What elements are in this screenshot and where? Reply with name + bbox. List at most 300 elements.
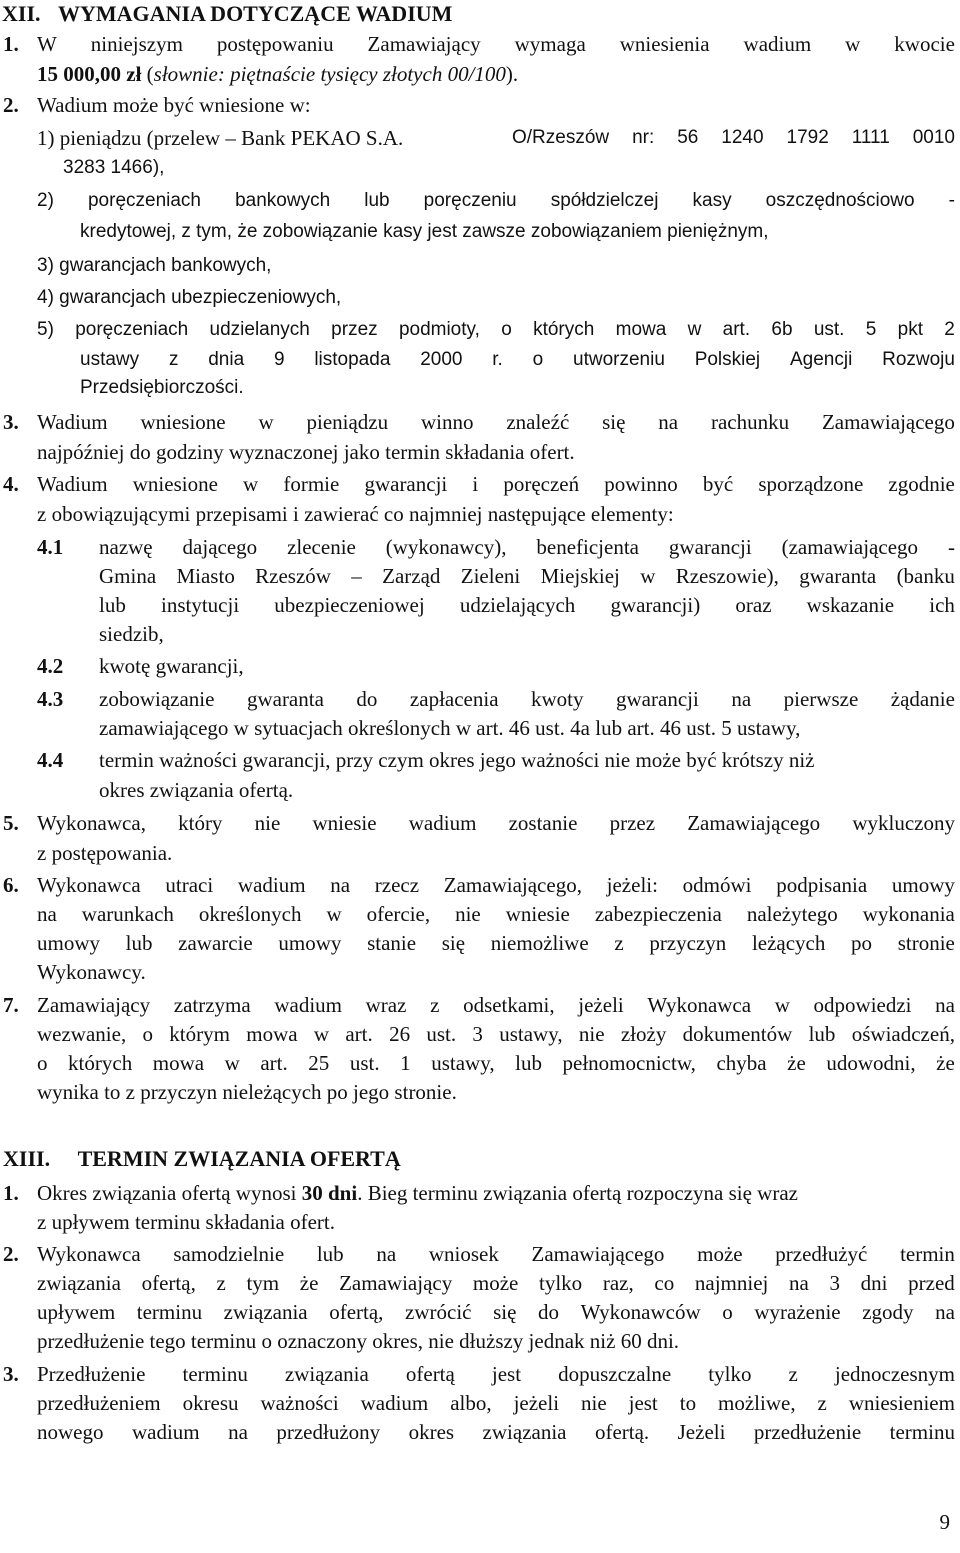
item-number: 1. [3, 32, 19, 56]
word: wyrażenie [754, 1300, 841, 1324]
word: Zamawiającego [821, 410, 955, 434]
word: wykluczony [852, 811, 955, 835]
word: w [640, 564, 656, 588]
word: art. [722, 319, 751, 340]
word: w [774, 993, 790, 1017]
word: Wadium [37, 472, 108, 496]
word: winno [420, 410, 474, 434]
word: 25 [308, 1051, 330, 1075]
subitem-number: 4.4 [37, 748, 64, 772]
amount-in-words: słownie: piętnaście tysięcy złotych 00/100 [153, 62, 506, 86]
word: 5 [865, 319, 877, 340]
word: Zamawiający [367, 32, 481, 56]
word: wadium [237, 873, 306, 897]
section-12-heading [2, 0, 452, 28]
word: W [37, 32, 57, 56]
list-item-line [37, 316, 955, 344]
word: co [654, 1271, 675, 1295]
word: których [533, 319, 595, 340]
word: samodzielnie [173, 1242, 285, 1266]
word: lub [364, 190, 390, 211]
word: Zarząd [382, 564, 441, 588]
word: przedłużyć [775, 1242, 868, 1266]
word: gwarancji [364, 472, 448, 496]
paragraph-line: kwotę gwarancji, [99, 654, 244, 678]
deadline-days: 30 dni [301, 1181, 358, 1205]
word: tylko [539, 1271, 583, 1295]
word: przedłużony [276, 1420, 381, 1444]
word: na [37, 902, 57, 926]
word: odsetkami, [463, 993, 555, 1017]
word: poręczeń [503, 472, 580, 496]
word: gwarancji) [610, 593, 701, 617]
word: związania [284, 1362, 369, 1386]
word: ustawy [80, 349, 140, 370]
word: instytucji [160, 593, 240, 617]
word: Rzeszowie), [675, 564, 779, 588]
word: Gmina [99, 564, 157, 588]
word: w [243, 472, 259, 496]
word: w [687, 319, 702, 340]
word: żądanie [890, 687, 955, 711]
word: rachunku [710, 410, 790, 434]
word: przyczyn [649, 931, 727, 955]
word: leżących [751, 931, 826, 955]
subitem-number: 4.1 [37, 535, 64, 559]
list-item-line [80, 346, 955, 374]
word: ust. [813, 319, 845, 340]
word: okresu [182, 1391, 239, 1415]
paragraph-line [37, 900, 955, 928]
word: wadium [360, 1391, 429, 1415]
word: terminu [889, 1420, 955, 1444]
item-number: 2. [3, 1242, 19, 1266]
paragraph-line [37, 809, 955, 837]
word: gwarancji [616, 687, 699, 711]
word: art. [260, 1051, 288, 1075]
word: 1111 [851, 127, 890, 148]
word: Wykonawców [580, 1300, 701, 1324]
word: z [817, 1391, 827, 1415]
word: na [376, 1242, 397, 1266]
word: warunkach [81, 902, 174, 926]
word: to [679, 1391, 697, 1415]
word: wniesienia [619, 32, 710, 56]
word: na [228, 1420, 248, 1444]
bank-account-line [512, 124, 955, 152]
word: listopada [314, 349, 391, 370]
word: może [697, 1242, 743, 1266]
word: Rozwoju [882, 349, 955, 370]
word: Miejskiej [540, 564, 620, 588]
paragraph-line [99, 591, 955, 619]
word: Miasto [176, 564, 235, 588]
word: Wadium [37, 410, 108, 434]
word: że [787, 1051, 806, 1075]
section-13-heading [3, 1145, 401, 1173]
paragraph-line [37, 871, 955, 899]
word: przez [609, 811, 656, 835]
word: w [224, 1051, 240, 1075]
word: których [68, 1051, 133, 1075]
word: że [299, 1271, 319, 1295]
paragraph-line: Wykonawcy. [37, 960, 146, 984]
word: oraz [735, 593, 772, 617]
word: zatrzyma [173, 993, 251, 1017]
paragraph-line: okres związania ofertą. [99, 778, 294, 802]
word: na [789, 1271, 809, 1295]
word: w [326, 902, 342, 926]
word: kwocie [894, 32, 955, 56]
section-title: TERMIN ZWIĄZANIA OFERTĄ [77, 1146, 401, 1171]
word: powinno [604, 472, 678, 496]
word: zlecenie [287, 535, 356, 559]
item-number: 2. [3, 93, 19, 117]
word: Agencji [789, 349, 853, 370]
word: chyba [716, 1051, 767, 1075]
word: r. [492, 349, 503, 370]
word: art. [345, 1022, 373, 1046]
word: 1240 [721, 127, 764, 148]
text-fragment: ( [141, 62, 154, 86]
word: utworzeniu [573, 349, 665, 370]
word: się [441, 931, 466, 955]
word: udzielanych [209, 319, 310, 340]
word: ofertą. [594, 1420, 650, 1444]
word: wezwanie, [37, 1022, 127, 1046]
word: Rzeszów [255, 564, 331, 588]
paragraph-line [37, 1360, 955, 1388]
word: Jeżeli [677, 1420, 726, 1444]
word: umowy [891, 873, 955, 897]
word: pieniądzu [306, 410, 389, 434]
word: jest [491, 1362, 522, 1386]
word: 2000 [420, 349, 463, 370]
word: na [731, 687, 752, 711]
word: O/Rzeszów [512, 127, 610, 148]
word: postępowaniu [216, 32, 334, 56]
word: wadium [131, 1420, 200, 1444]
word: (wykonawcy), [385, 535, 507, 559]
word: należytego [746, 902, 838, 926]
paragraph-line: z obowiązującymi przepisami i zawierać co najmniej następujące elementy: [37, 502, 674, 526]
word: jeżeli [578, 993, 624, 1017]
text-fragment: . Bieg terminu związania ofertą rozpoczyna się wraz [357, 1181, 798, 1205]
word: ust. [349, 1051, 380, 1075]
word: jeżeli [513, 1391, 560, 1415]
word: po [851, 931, 873, 955]
word: nie [254, 811, 281, 835]
page-number: 9 [939, 1510, 950, 1534]
word: jeżeli: [606, 873, 658, 897]
word: - [948, 190, 955, 211]
word: związania [37, 1271, 121, 1295]
word: okres [408, 1420, 455, 1444]
word: gwaranta [799, 564, 877, 588]
word: ustawy, [499, 1022, 563, 1046]
item-number: 1. [3, 1181, 19, 1205]
word: nowego [37, 1420, 104, 1444]
list-item-line [37, 187, 955, 215]
word: wniosek [428, 1242, 499, 1266]
word: Przedłużenie [37, 1362, 146, 1386]
paragraph-line [37, 1020, 955, 1048]
subitem-number: 4.2 [37, 654, 64, 678]
word: gwaranta [246, 687, 324, 711]
word: lub [316, 1242, 344, 1266]
word: mowa [152, 1051, 205, 1075]
paragraph-line [37, 1049, 955, 1077]
word: dni [860, 1271, 888, 1295]
paragraph-line [37, 1298, 955, 1326]
word: poręczeniu [423, 190, 517, 211]
word: zobowiązanie [99, 687, 215, 711]
word: utraci [165, 873, 214, 897]
word: się [602, 410, 626, 434]
section-number: XIII. [3, 1146, 51, 1171]
word: termin [900, 1242, 955, 1266]
item-number: 4. [3, 472, 19, 496]
word: 2 [944, 319, 955, 340]
word: 2) [37, 190, 54, 211]
word: wraz [365, 993, 407, 1017]
word: 5) [37, 319, 54, 340]
word: możliwe, [718, 1391, 796, 1415]
word: o [142, 1022, 153, 1046]
word: niemożliwe [490, 931, 589, 955]
word: zgody [862, 1300, 914, 1324]
word: stronie [897, 931, 955, 955]
word: (zamawiającego [781, 535, 919, 559]
paragraph-line: Wadium może być wniesione w: [37, 93, 311, 117]
word: spółdzielczej [550, 190, 659, 211]
word: tym [246, 1271, 280, 1295]
word: sporządzone [758, 472, 864, 496]
word: do [538, 1300, 560, 1324]
word: na [935, 1300, 955, 1324]
paragraph-line [37, 929, 955, 957]
word: ich [929, 593, 955, 617]
word: stanie [367, 931, 417, 955]
word: 9 [273, 349, 285, 370]
word: zgodnie [888, 472, 955, 496]
word: ust. [426, 1022, 457, 1046]
word: przez [331, 319, 378, 340]
section-number: XII. [2, 1, 41, 26]
item-number: 3. [3, 1362, 19, 1386]
paragraph-line: siedzib, [99, 622, 164, 646]
paragraph-line: przedłużenie tego terminu o oznaczony okres, nie dłuższy jednak niż 60 dni. [37, 1329, 680, 1353]
word: - [947, 535, 955, 559]
paragraph-line [37, 1179, 798, 1207]
word: ofercie, [366, 902, 431, 926]
word: 3 [472, 1022, 483, 1046]
word: z [614, 931, 624, 955]
item-number: 5. [3, 811, 19, 835]
word: wadium [408, 811, 477, 835]
word: odmówi [682, 873, 752, 897]
word: dopuszczalne [558, 1362, 672, 1386]
word: Wykonawca, [37, 811, 146, 835]
word: bankowych [235, 190, 331, 211]
word: mowa [615, 319, 667, 340]
word: wskazanie [806, 593, 895, 617]
word: kasy [692, 190, 732, 211]
word: którym [169, 1022, 230, 1046]
word: o [532, 349, 544, 370]
word: udzielających [459, 593, 576, 617]
word: przed [908, 1271, 955, 1295]
word: terminu [136, 1300, 203, 1324]
paragraph-line [99, 562, 955, 590]
word: 6b [771, 319, 793, 340]
word: podpisania [776, 873, 868, 897]
word: formie [283, 472, 340, 496]
word: lub [125, 931, 153, 955]
paragraph-line [37, 1240, 955, 1268]
word: zwrócić [405, 1300, 472, 1324]
word: na [935, 993, 955, 1017]
word: Zamawiającego [687, 811, 821, 835]
word: być [702, 472, 734, 496]
paragraph-line [37, 1418, 955, 1446]
word: 1792 [786, 127, 829, 148]
word: Zieleni [460, 564, 521, 588]
word: może [472, 1271, 519, 1295]
word: nazwę [99, 535, 153, 559]
word: beneficjenta [536, 535, 639, 559]
word: z [216, 1271, 226, 1295]
word: ustawy, [431, 1051, 495, 1075]
paragraph-line [37, 30, 955, 58]
word: jednoczesnym [834, 1362, 955, 1386]
word: w [258, 410, 274, 434]
list-item-line: 3) gwarancjach bankowych, [37, 255, 272, 276]
word: lub [515, 1051, 542, 1075]
word: umowy [37, 931, 100, 955]
word: dokumentów [682, 1022, 793, 1046]
word: dnia [208, 349, 245, 370]
paragraph-line: z postępowania. [37, 841, 173, 865]
item-number: 3. [3, 410, 19, 434]
word: (banku [896, 564, 955, 588]
word: i [472, 472, 479, 496]
word: o [722, 1300, 733, 1324]
word: tylko [708, 1362, 752, 1386]
amount: 15 000,00 zł [37, 62, 142, 86]
word: nie [581, 1391, 607, 1415]
word: nie [578, 1022, 605, 1046]
paragraph-line: z upływem terminu składania ofert. [37, 1210, 335, 1234]
word: Wykonawca [37, 1242, 141, 1266]
list-item-line: 1) pieniądzu (przelew – Bank PEKAO S.A. [37, 126, 404, 150]
word: poręczeniach [75, 319, 189, 340]
word: wniesie [505, 902, 570, 926]
word: wniesie [312, 811, 377, 835]
list-item-line: 3283 1466), [63, 157, 165, 178]
paragraph-line [37, 470, 955, 498]
word: pierwsze [783, 687, 859, 711]
word: Wykonawca [647, 993, 752, 1017]
word: 56 [677, 127, 699, 148]
word: zostanie [508, 811, 578, 835]
paragraph-line [99, 685, 955, 713]
word: dającego [182, 535, 258, 559]
word: ofertą, [141, 1271, 196, 1295]
paragraph-line [99, 533, 955, 561]
word: oświadczeń, [851, 1022, 955, 1046]
paragraph-line [37, 1389, 955, 1417]
word: przedłużenie [753, 1420, 862, 1444]
word: – [351, 564, 362, 588]
word: znaleźć [506, 410, 570, 434]
word: pełnomocnictw, [562, 1051, 696, 1075]
word: 1 [400, 1051, 411, 1075]
word: z [168, 349, 179, 370]
word: na [330, 873, 351, 897]
word: zawarcie [178, 931, 253, 955]
text-fragment: Okres związania ofertą wynosi [37, 1181, 302, 1205]
word: o [501, 319, 512, 340]
section-title: WYMAGANIA DOTYCZĄCE WADIUM [58, 1, 453, 26]
word: z [788, 1362, 798, 1386]
word: przedłużeniem [37, 1391, 161, 1415]
word: 26 [389, 1022, 411, 1046]
word: o [37, 1051, 48, 1075]
word: pkt [897, 319, 923, 340]
list-item-line: 4) gwarancjach ubezpieczeniowych, [37, 287, 342, 308]
word: do [356, 687, 378, 711]
word: udowodni, [826, 1051, 916, 1075]
text-fragment: ). [505, 62, 519, 86]
paragraph-line [37, 60, 518, 88]
paragraph-line: zamawiającego w sytuacjach określonych w art. 46 ust. 4a lub art. 46 ust. 5 ustawy, [99, 716, 801, 740]
word: związania [223, 1300, 308, 1324]
word: raz, [602, 1271, 634, 1295]
word: Zamawiającego [531, 1242, 665, 1266]
paragraph-line: termin ważności gwarancji, przy czym okres jego ważności nie może być krótszy niż [99, 748, 815, 772]
paragraph-line [37, 991, 955, 1019]
word: gwarancji [668, 535, 752, 559]
word: terminu [182, 1362, 248, 1386]
word: kwoty [531, 687, 584, 711]
word: niniejszym [90, 32, 183, 56]
paragraph-line: wynika to z przyczyn nieleżących po jego stronie. [37, 1080, 457, 1104]
word: wniesieniem [848, 1391, 955, 1415]
word: wadium [743, 32, 812, 56]
word: nr: [632, 127, 655, 148]
word: odpowiedzi [813, 993, 912, 1017]
word: mowa [246, 1022, 298, 1046]
list-item-line: Przedsiębiorczości. [80, 377, 244, 398]
word: najmniej [694, 1271, 769, 1295]
word: że [936, 1051, 955, 1075]
word: wniesione [132, 472, 218, 496]
word: podmioty, [398, 319, 480, 340]
word: rzecz [374, 873, 420, 897]
word: oszczędnościowo [765, 190, 915, 211]
item-number: 6. [3, 873, 19, 897]
word: określonych [198, 902, 302, 926]
word: nie [455, 902, 481, 926]
word: upływem [37, 1300, 116, 1324]
word: który [178, 811, 223, 835]
paragraph-line [37, 408, 955, 436]
word: lub [99, 593, 126, 617]
word: w [313, 1022, 330, 1046]
list-item-line: kredytowej, z tym, że zobowiązanie kasy jest zawsze zobowiązaniem pieniężnym, [80, 221, 769, 242]
paragraph-line [37, 1269, 955, 1297]
